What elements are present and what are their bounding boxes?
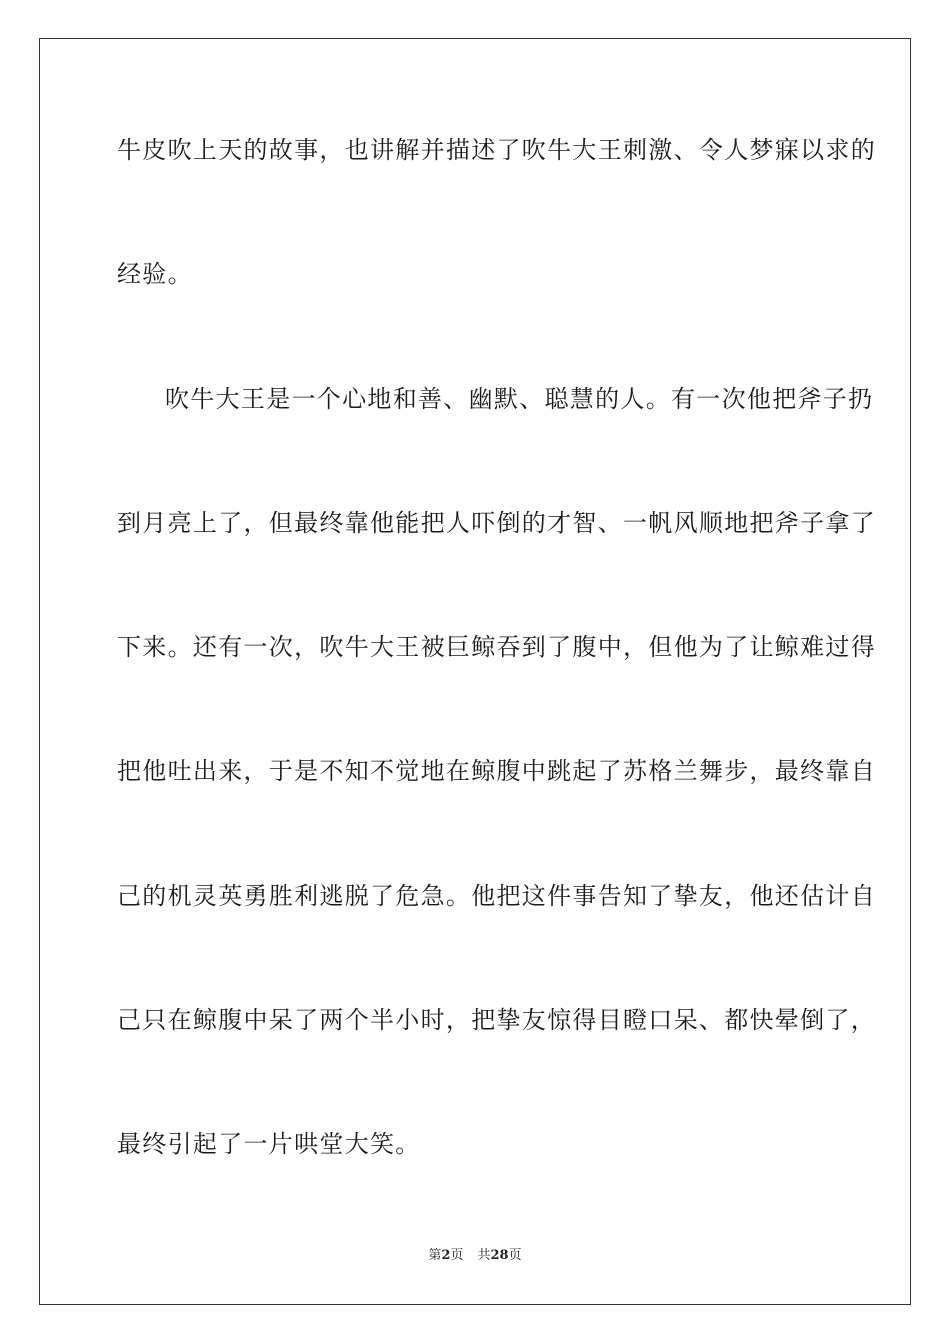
paragraph-line: 己只在鲸腹中呆了两个半小时，把挚友惊得目瞪口呆、都快晕倒了， — [117, 1006, 876, 1034]
total-suffix: 页 — [508, 1248, 522, 1263]
paragraph-line: 到月亮上了，但最终靠他能把人吓倒的才智、一帆风顺地把斧子拿了 — [117, 509, 876, 537]
page-prefix: 第 — [428, 1248, 442, 1263]
paragraph-line: 最终引起了一片哄堂大笑。 — [117, 1130, 421, 1158]
page-number: 2 — [441, 1248, 451, 1263]
total-prefix: 共 — [477, 1248, 491, 1263]
page-footer — [0, 1247, 950, 1265]
paragraph-line: 经验。 — [117, 260, 193, 288]
paragraph-line: 把他吐出来，于是不知不觉地在鲸腹中跳起了苏格兰舞步，最终靠自 — [117, 757, 876, 785]
total-pages: 28 — [490, 1248, 509, 1263]
paragraph-line: 牛皮吹上天的故事，也讲解并描述了吹牛大王刺激、令人梦寐以求的 — [117, 136, 876, 164]
paragraph-line: 吹牛大王是一个心地和善、幽默、聪慧的人。有一次他把斧子扔 — [165, 385, 874, 413]
paragraph-line: 己的机灵英勇胜利逃脱了危急。他把这件事告知了挚友，他还估计自 — [117, 882, 876, 910]
paragraph-line: 下来。还有一次，吹牛大王被巨鲸吞到了腹中，但他为了让鲸难过得 — [117, 633, 876, 661]
page-border — [39, 38, 911, 1305]
page-suffix: 页 — [450, 1248, 464, 1263]
